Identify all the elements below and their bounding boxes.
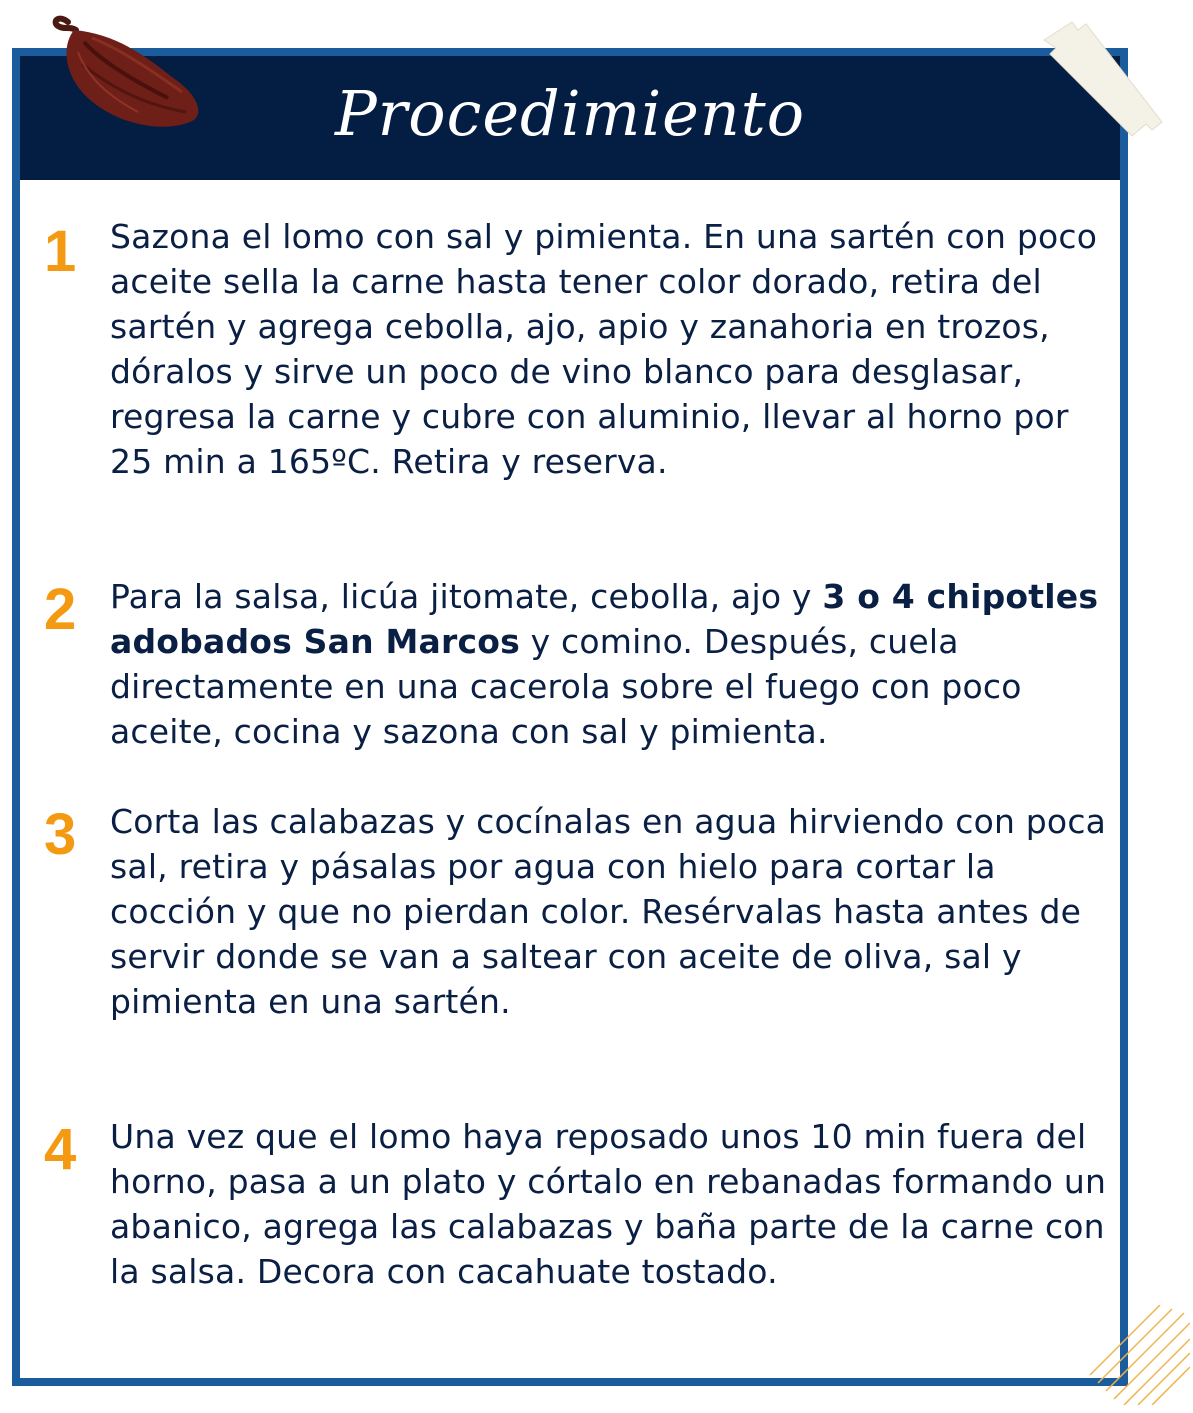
step-text: Una vez que el lomo haya reposado unos 10 min fuera del horno, pasa a un plato y córtalo en rebanadas formando un abanico, agrega las calabazas y baña parte de la carne con la salsa. Decora con cacahuate tostado. — [110, 1117, 1107, 1291]
diagonal-lines-icon — [1080, 1305, 1190, 1405]
step-text: Sazona el lomo con sal y pimienta. En una sartén con poco aceite sella la carne hasta tener color dorado, retira del sartén y agrega cebolla, ajo, apio y zanahoria en trozos, dóralos y sirve un poco de vino blanco para desglasar, regresa la carne y cubre con aluminio, llevar al horno por 25 min a 165ºC. Retira y reserva. — [110, 217, 1098, 481]
step-number: 2 — [44, 577, 77, 642]
step-number: 1 — [44, 219, 77, 284]
step-text-part: Para la salsa, licúa jitomate, cebolla, ajo y — [110, 577, 823, 616]
step-number: 4 — [44, 1117, 77, 1182]
step-text — [110, 574, 1110, 754]
step-number: 3 — [44, 802, 77, 867]
paper-tape-icon — [1036, 18, 1166, 138]
step-text: Corta las calabazas y cocínalas en agua hirviendo con poca sal, retira y pásalas por agua con hielo para cortar la cocción y que no pierdan color. Resérvalas hasta antes de servir donde se van a saltear con aceite de oliva, sal y pimienta en una sartén. — [110, 802, 1107, 1021]
step-text-part: y comino. Después, cuela directamente en una cacerola sobre el fuego con poco aceite, cocina y sazona con sal y pimienta. — [110, 622, 1022, 751]
dried-chipotle-icon — [48, 8, 208, 138]
page-title: Procedimiento — [334, 77, 806, 150]
product-highlight: 3 o 4 chipotles adobados San Marcos — [110, 577, 1099, 661]
